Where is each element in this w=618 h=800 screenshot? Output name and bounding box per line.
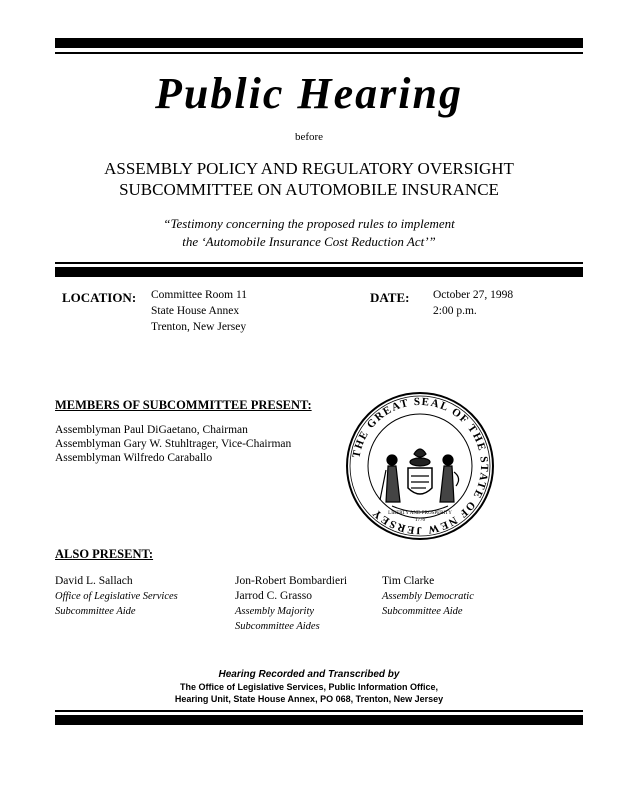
mid-thick-rule	[55, 267, 583, 277]
date-line: October 27, 1998	[433, 289, 514, 301]
committee-line-1: ASSEMBLY POLICY AND REGULATORY OVERSIGHT	[104, 159, 514, 178]
location-line: Trenton, New Jersey	[151, 321, 247, 333]
also-present-heading: ALSO PRESENT:	[55, 547, 154, 561]
members-heading: MEMBERS OF SUBCOMMITTEE PRESENT:	[55, 398, 312, 412]
person-role: Assembly Majority	[235, 606, 315, 617]
footer-line-1: Hearing Recorded and Transcribed by	[218, 669, 400, 680]
footer-line-3: Hearing Unit, State House Annex, PO 068, Trenton, New Jersey	[174, 694, 444, 704]
date-value	[433, 287, 513, 319]
person-name: Jarrod C. Grasso	[235, 590, 312, 602]
date-line: 2:00 p.m.	[433, 305, 477, 317]
location-label: LOCATION:	[62, 290, 137, 305]
members-list	[55, 423, 291, 465]
person-role: Subcommittee Aides	[235, 621, 320, 632]
testimony-subject	[0, 215, 618, 251]
person-name: Tim Clarke	[382, 575, 435, 587]
state-seal-icon	[344, 390, 496, 542]
testimony-line-1: “Testimony concerning the proposed rules to implement	[163, 216, 455, 231]
location-line: State House Annex	[151, 305, 240, 317]
footer-credits	[0, 669, 618, 705]
mid-thin-rule	[55, 262, 583, 264]
document-title: Public Hearing	[155, 69, 463, 118]
person-name: Jon-Robert Bombardieri	[235, 575, 348, 587]
location-value	[151, 287, 247, 335]
location-line: Committee Room 11	[151, 289, 248, 301]
also-present-col-1	[55, 574, 178, 619]
before-text: before	[294, 131, 324, 143]
also-present-col-3	[382, 574, 474, 619]
footer-line-2: The Office of Legislative Services, Public Information Office,	[179, 682, 439, 692]
top-thin-rule	[55, 52, 583, 54]
top-thick-rule	[55, 38, 583, 48]
committee-line-2: SUBCOMMITTEE ON AUTOMOBILE INSURANCE	[119, 180, 499, 199]
person-name: David L. Sallach	[55, 575, 133, 587]
member-item: Assemblyman Paul DiGaetano, Chairman	[55, 424, 248, 436]
member-item: Assemblyman Gary W. Stuhltrager, Vice-Chairman	[55, 438, 292, 450]
also-present-col-2	[235, 574, 347, 634]
person-role: Assembly Democratic	[382, 591, 474, 602]
person-role: Subcommittee Aide	[55, 606, 136, 617]
date-label: DATE:	[370, 290, 410, 305]
seal-year: 1776	[415, 518, 425, 523]
bottom-thick-rule	[55, 715, 583, 725]
seal-banner: LIBERTY AND PROSPERITY	[388, 511, 452, 516]
member-item: Assemblyman Wilfredo Caraballo	[55, 452, 213, 464]
bottom-thin-rule	[55, 710, 583, 712]
testimony-line-2: the ‘Automobile Insurance Cost Reduction Act’”	[182, 234, 436, 249]
committee-name	[0, 158, 618, 200]
person-role: Office of Legislative Services	[55, 591, 178, 602]
person-role: Subcommittee Aide	[382, 606, 463, 617]
seal-ring-text: THE GREAT SEAL OF THE STATE OF NEW JERSEY	[350, 395, 491, 537]
